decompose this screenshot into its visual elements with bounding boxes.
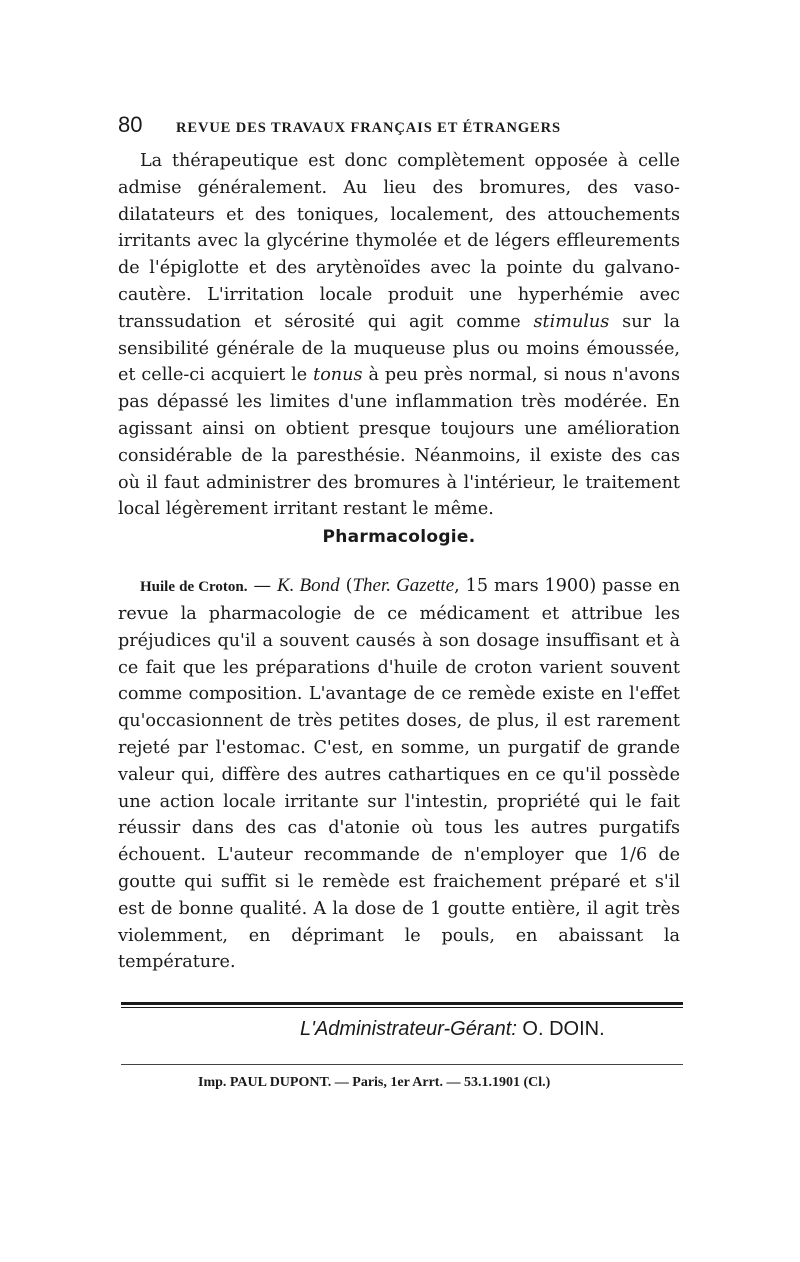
entry-title: Huile de Croton. — [140, 579, 248, 596]
rule-thin — [121, 1007, 683, 1008]
page-number: 80 — [118, 112, 143, 137]
running-head — [118, 112, 680, 148]
double-rule — [121, 1002, 683, 1008]
stimulus-term: stimulus — [533, 311, 610, 332]
section-heading: Pharmacologie. — [322, 527, 476, 548]
signature — [300, 1018, 680, 1041]
citation-date: , 15 mars 1900) — [454, 576, 597, 597]
signature-name: O. DOIN. — [516, 1018, 605, 1040]
paragraph-croton — [118, 573, 680, 976]
journal-title: REVUE DES TRAVAUX FRANÇAIS ET ÉTRANGERS — [176, 120, 561, 136]
paragraph-text: sur la sensibilité générale de la muqueuse plus ou moins émoussée, et celle-ci acquiert le — [118, 311, 680, 386]
imprint-line: Imp. PAUL DUPONT. — Paris, 1er Arrt. — 53.1.1901 (Cl.) — [198, 1075, 551, 1090]
journal-name: Ther. Gazette — [352, 575, 455, 597]
paragraph-therapeutique — [118, 148, 680, 523]
paragraph-text: La thérapeutique est donc complètement opposée à celle admise généralement. Au lieu des bromures, des vaso-dilatateurs et des toniques, localement, des attouchements irritants avec la glycérine thymolée et de légers effleurements de l'épiglotte et des arytènoïdes avec la pointe du galvano-cautère. L'irritation locale produit une hyperhémie avec transsudation et sérosité qui agit comme — [118, 151, 680, 332]
paragraph-text: passe en revue la pharmacologie de ce médicament et attribue les préjudices qu'il a souvent causés à son dosage insuffisant et à ce fait que les préparations d'huile de croton varient souvent comme composition. L'avantage de ce remède existe en l'effet qu'occasionnent de très petites doses, de plus, il est rarement rejeté par l'estomac. C'est, en somme, un purgatif de grande valeur qui, diffère des autres cathartiques en ce qu'il possède une action locale irritante sur l'intestin, propriété qui le fait réussir dans des cas d'atonie où tous les autres purgatifs échouent. L'auteur recommande de n'employer que 1/6 de goutte qui suffit si le remède est fraichement préparé et s'il est de bonne qualité. A la dose de 1 goutte entière, il agit très violemment, en déprimant le pouls, en abaissant la température. — [118, 576, 681, 973]
tonus-term: tonus — [313, 365, 363, 386]
dash: — — [247, 576, 277, 597]
signature-label: L'Administrateur-Gérant: — [300, 1018, 517, 1040]
page-content — [118, 112, 680, 976]
paragraph-text: à peu près normal, si nous n'avons pas dépassé les limites d'une inflammation très modérée. En agissant ainsi on obtient presque toujours une amélioration considérable de la paresthésie. Néanmoins, il existe des cas où il faut administrer des bromures à l'intérieur, le traitement local légèrement irritant restant le même. — [118, 365, 680, 520]
author-name: K. Bond — [277, 575, 340, 597]
imprint-rule — [121, 1064, 683, 1065]
open-paren: ( — [339, 576, 353, 597]
